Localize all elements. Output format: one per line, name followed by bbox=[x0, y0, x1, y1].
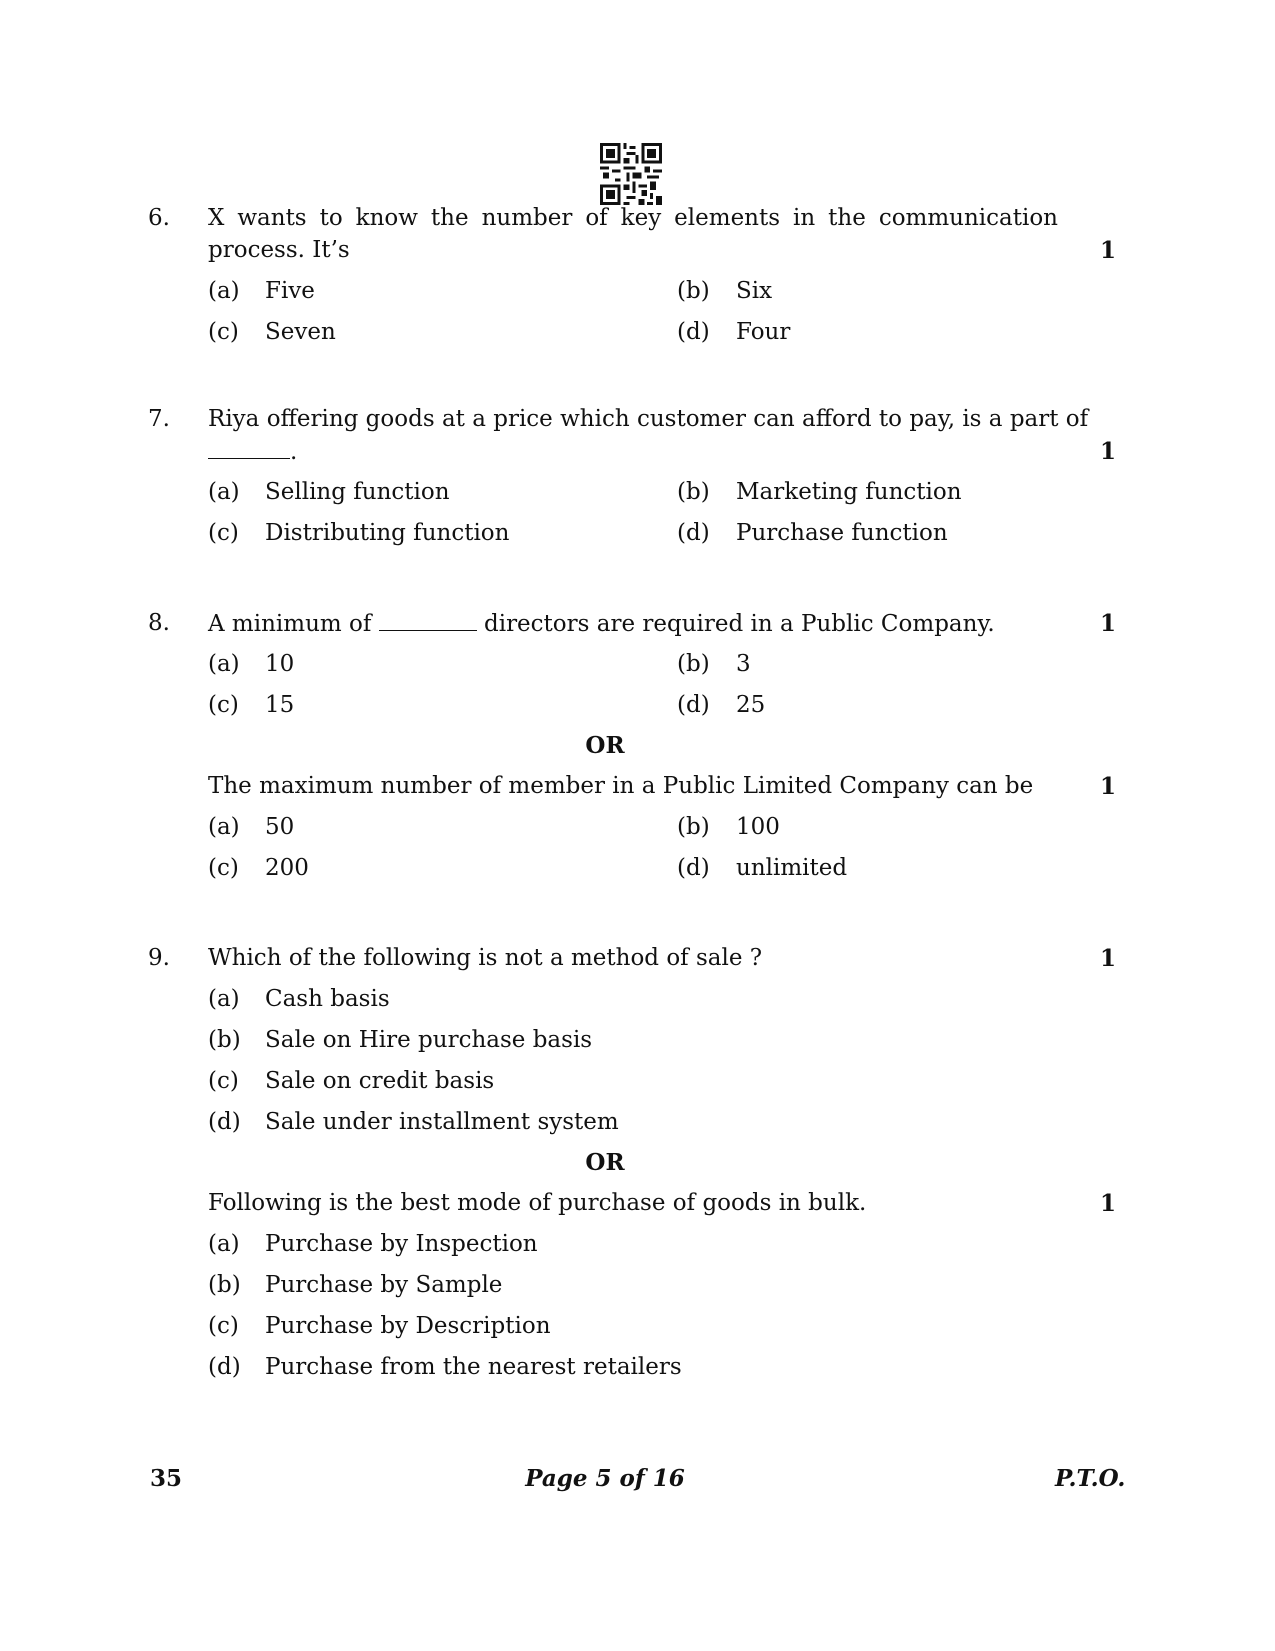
option-text: 3 bbox=[736, 651, 751, 677]
option-label: (d) bbox=[677, 855, 710, 881]
option-label: (d) bbox=[208, 1109, 241, 1135]
option-label: (c) bbox=[208, 855, 239, 881]
option-label: (b) bbox=[208, 1027, 241, 1053]
option-text: 50 bbox=[265, 814, 295, 840]
option-text: Distributing function bbox=[265, 520, 510, 546]
or-separator: OR bbox=[585, 1149, 625, 1176]
fill-in-blank bbox=[208, 438, 290, 459]
marks: 1 bbox=[1100, 237, 1117, 264]
option-label: (d) bbox=[677, 319, 710, 345]
question-text: X wants to know the number of key elements in the communication bbox=[208, 205, 1058, 231]
option-label: (c) bbox=[208, 1313, 239, 1339]
question-text: Which of the following is not a method of sale ? bbox=[208, 945, 763, 971]
option-label: (b) bbox=[677, 278, 710, 304]
option-text: Five bbox=[265, 278, 315, 304]
option-label: (c) bbox=[208, 520, 239, 546]
marks: 1 bbox=[1100, 773, 1117, 800]
option-label: (a) bbox=[208, 814, 240, 840]
option-label: (d) bbox=[208, 1354, 241, 1380]
page-number: Page 5 of 16 bbox=[525, 1465, 685, 1492]
option-label: (a) bbox=[208, 479, 240, 505]
or-separator: OR bbox=[585, 732, 625, 759]
option-label: (c) bbox=[208, 319, 239, 345]
option-text: 25 bbox=[736, 692, 766, 718]
option-text: 10 bbox=[265, 651, 295, 677]
question-number: 8. bbox=[148, 610, 170, 636]
option-text: Marketing function bbox=[736, 479, 962, 505]
option-label: (b) bbox=[677, 479, 710, 505]
marks: 1 bbox=[1100, 610, 1117, 637]
option-text: 200 bbox=[265, 855, 309, 881]
option-label: (b) bbox=[677, 651, 710, 677]
question-text: Riya offering goods at a price which customer can afford to pay, is a part of bbox=[208, 406, 1089, 432]
option-label: (c) bbox=[208, 1068, 239, 1094]
question-text-continued bbox=[208, 438, 297, 465]
option-label: (a) bbox=[208, 1231, 240, 1257]
option-text: Selling function bbox=[265, 479, 450, 505]
option-label: (b) bbox=[208, 1272, 241, 1298]
option-label: (c) bbox=[208, 692, 239, 718]
question-number: 9. bbox=[148, 945, 170, 971]
option-text: Purchase by Sample bbox=[265, 1272, 503, 1298]
option-label: (a) bbox=[208, 651, 240, 677]
option-text: Purchase by Description bbox=[265, 1313, 551, 1339]
option-label: (d) bbox=[677, 692, 710, 718]
marks: 1 bbox=[1100, 438, 1117, 465]
option-text: Purchase by Inspection bbox=[265, 1231, 538, 1257]
alternate-question-text: The maximum number of member in a Public Limited Company can be bbox=[208, 773, 1034, 799]
alternate-question-text: Following is the best mode of purchase of goods in bulk. bbox=[208, 1190, 867, 1216]
option-text: Six bbox=[736, 278, 773, 304]
option-label: (b) bbox=[677, 814, 710, 840]
option-label: (d) bbox=[677, 520, 710, 546]
question-number: 7. bbox=[148, 406, 170, 432]
option-text: unlimited bbox=[736, 855, 848, 881]
qr-code bbox=[600, 143, 662, 205]
question-text-before-blank: A minimum of bbox=[208, 611, 372, 637]
please-turn-over: P.T.O. bbox=[1055, 1465, 1126, 1492]
question-text bbox=[208, 610, 995, 637]
question-number: 6. bbox=[148, 205, 170, 231]
question-text-after-blank: directors are required in a Public Company. bbox=[483, 611, 995, 637]
option-text: Cash basis bbox=[265, 986, 390, 1012]
option-text: Sale on Hire purchase basis bbox=[265, 1027, 593, 1053]
option-text: Purchase from the nearest retailers bbox=[265, 1354, 682, 1380]
option-label: (a) bbox=[208, 278, 240, 304]
option-text: Seven bbox=[265, 319, 336, 345]
option-text: Sale on credit basis bbox=[265, 1068, 495, 1094]
option-text: 100 bbox=[736, 814, 780, 840]
marks: 1 bbox=[1100, 945, 1117, 972]
option-label: (a) bbox=[208, 986, 240, 1012]
option-text: Sale under installment system bbox=[265, 1109, 619, 1135]
question-text-continued: process. It’s bbox=[208, 237, 350, 263]
option-text: Purchase function bbox=[736, 520, 948, 546]
marks: 1 bbox=[1100, 1190, 1117, 1217]
fill-in-blank bbox=[379, 610, 477, 631]
option-text: Four bbox=[736, 319, 791, 345]
question-text-suffix: . bbox=[290, 439, 298, 465]
paper-code: 35 bbox=[150, 1465, 183, 1492]
option-text: 15 bbox=[265, 692, 295, 718]
